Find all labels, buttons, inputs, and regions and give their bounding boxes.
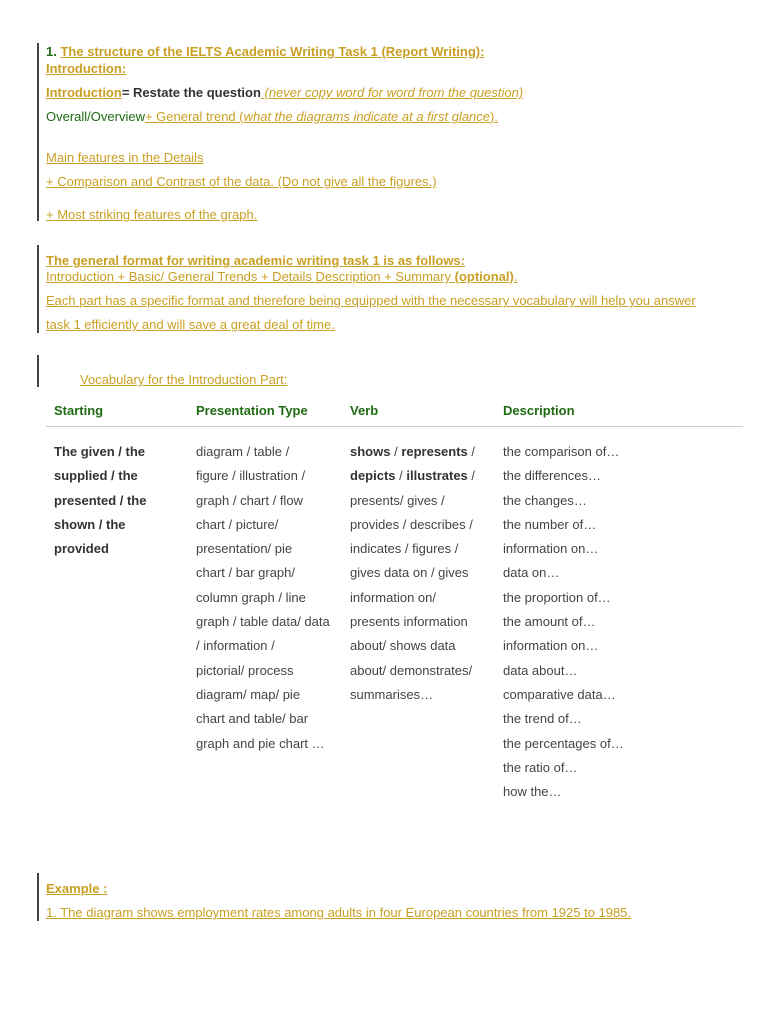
section1-heading [46,44,484,59]
header-starting: Starting [54,403,104,418]
section2-heading: The general format for writing academic writing task 1 is as follows: [46,253,465,268]
description-line: information on… [503,638,599,654]
overview-text-italic: what the diagrams indicate at a first glance [243,109,491,124]
format-text-b: . [513,269,518,284]
margin-bar-1 [37,43,39,221]
main-features: Main features in the Details [46,150,204,165]
header-description: Description [503,403,575,418]
table-header-rule [46,426,743,427]
presentation-line: presentation/ pie [196,541,293,557]
section-number: 1. [46,44,57,59]
margin-bar-2 [37,245,39,333]
description-line: data about… [503,662,578,678]
verb-line-2 [350,464,475,488]
description-line: the ratio of… [503,759,578,775]
description-line: the amount of… [503,614,596,630]
paragraph-line-1: Each part has a specific format and therefore being equipped with the necessary vocabulary will help you answer [46,293,696,308]
presentation-line: chart / bar graph/ [196,565,295,581]
verb-line: indicates / figures / [350,541,459,557]
verb-line: about/ shows data [350,638,456,654]
presentation-line: pictorial/ process [196,662,294,678]
format-line [46,269,517,284]
verb-line: presents information [350,614,468,630]
presentation-line: graph / table data/ data [196,614,330,630]
header-verb: Verb [350,403,379,418]
verb-illustrates: illustrates [406,468,468,484]
verb-depicts: depicts [350,468,396,484]
header-presentation-type: Presentation Type [196,403,308,418]
verb-line: information on/ [350,589,436,605]
verb-separator: / [390,444,402,459]
verb-represents: represents [401,444,468,459]
description-line: comparative data… [503,686,616,702]
verb-separator: / [467,468,476,484]
example-item: 1. The diagram shows employment rates among adults in four European countries from 1925 to 1985. [46,905,632,920]
comparison-line: + Comparison and Contrast of the data. (Do not give all the figures.) [46,174,437,189]
verb-shows: shows [350,444,391,459]
paragraph-line-2: task 1 efficiently and will save a great deal of time. [46,317,335,332]
margin-bar-4 [37,873,39,921]
overview-text-b: ). [490,109,498,124]
starting-line: shown / the [54,516,126,532]
overview-text-a: + General trend ( [144,109,244,124]
description-line: the number of… [503,516,597,532]
presentation-line: / information / [196,638,275,654]
description-line: the percentages of… [503,735,624,751]
format-optional: (optional) [454,269,514,284]
column-starting [54,440,146,561]
intro-line [46,85,523,100]
description-line: the comparison of… [503,444,620,459]
example-label: Example : [46,881,108,896]
verb-line: about/ demonstrates/ [350,662,473,678]
verb-line: gives data on / gives [350,565,469,581]
presentation-line: figure / illustration / [196,468,306,484]
starting-line: presented / the [54,492,147,508]
section1-subheading: Introduction: [46,61,127,76]
description-line: the proportion of… [503,589,611,605]
description-line: data on… [503,565,560,581]
description-line: the trend of… [503,711,582,727]
starting-line: supplied / the [54,468,138,484]
margin-bar-3 [37,355,39,387]
verb-separator: / [395,468,407,484]
presentation-line: column graph / line [196,589,306,605]
column-description [503,440,624,804]
overview-line [46,109,498,124]
verb-line-1 [350,440,475,464]
overview-label: Overall/Overview [46,109,145,124]
presentation-line: graph / chart / flow [196,492,303,508]
presentation-line: diagram / table / [196,444,290,459]
format-text-a: Introduction + Basic/ General Trends + Details Description + Summary [46,269,455,284]
vocab-title: Vocabulary for the Introduction Part: [80,372,288,387]
presentation-line: chart and table/ bar [196,711,309,727]
intro-note: (never copy word for word from the question) [260,85,524,100]
verb-line: summarises… [350,686,434,702]
verb-line: presents/ gives / [350,492,445,508]
verb-line: provides / describes / [350,516,473,532]
presentation-line: graph and pie chart … [196,735,325,751]
description-line: information on… [503,541,599,557]
description-line: how the… [503,784,562,800]
column-verb [350,440,475,707]
presentation-line: chart / picture/ [196,516,279,532]
verb-separator: / [467,444,476,459]
starting-line: provided [54,541,109,557]
section1-title: The structure of the IELTS Academic Writing Task 1 (Report Writing): [60,44,485,59]
starting-line: The given / the [54,444,146,459]
striking-line: + Most striking features of the graph. [46,207,258,222]
intro-label: Introduction [46,85,122,100]
presentation-line: diagram/ map/ pie [196,686,301,702]
description-line: the changes… [503,492,587,508]
column-presentation-type [196,440,330,756]
intro-text: = Restate the question [121,85,261,100]
description-line: the differences… [503,468,602,484]
